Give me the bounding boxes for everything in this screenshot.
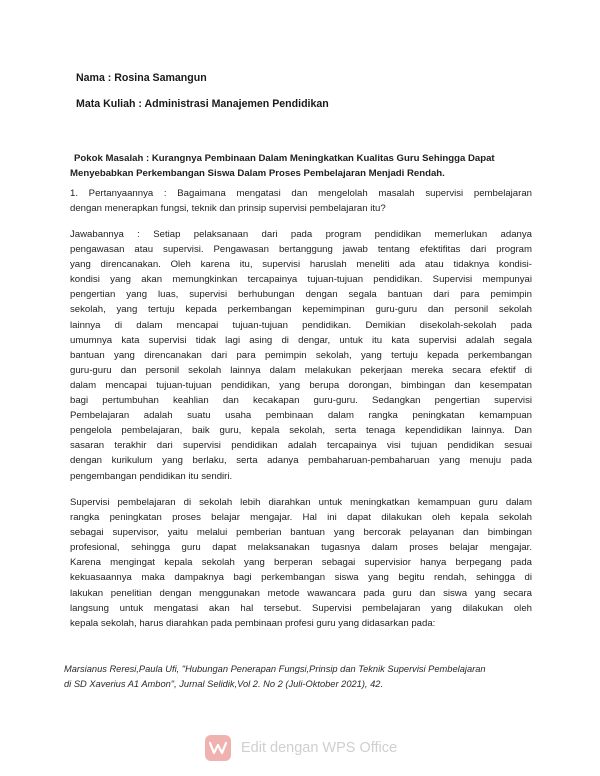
supervisi-line: Supervisi pembelajaran di sekolah lebih diarahkan untuk meningkatkan kemampuan guru dalam bbox=[70, 497, 532, 508]
supervisi-line: lakukan penelitian dengan menggunakan metode wawancara pada guru dan siswa yang secara bbox=[70, 587, 532, 599]
student-name: Nama : Rosina Samangun bbox=[76, 72, 207, 84]
answer-line: guru-guru dan personil sekolah lainnya dalam melakukan pekerjaan mereka secara efektif di bbox=[70, 364, 532, 376]
answer-line: bagi pertumbuhan keahlian dan kecakapan guru-guru. Sedangkan pengertian supervisi bbox=[70, 395, 532, 407]
wps-watermark bbox=[205, 734, 397, 762]
answer-line: lainnya di dalam mencapai tujuan-tujuan pendidikan. Demikian disekolah-sekolah pada bbox=[70, 319, 532, 331]
answer-line: bantuan yang direncanakan dari para pemimpin sekolah, yang tertuju kepada perkembangan bbox=[70, 349, 532, 361]
supervisi-line: sebagai supervisor, yaitu melalui pemberian bantuan yang bercorak pelayanan dan bimbingan bbox=[70, 527, 532, 539]
answer-line: dalam mencapai tujuan-tujuan pendidikan, yang berupa dorongan, bimbingan dan kesempatan bbox=[70, 379, 532, 391]
answer-line: kondisi yang akan memungkinkan tercapainya tujuan-tujuan pendidikan. Supervisi mempunyai bbox=[70, 274, 532, 286]
answer-line: yang direncanakan. Oleh karena itu, supervisi haruslah meneliti ada atau tidaknya kondisi- bbox=[70, 259, 532, 271]
question-line: dengan menerapkan fungsi, teknik dan prinsip supervisi pembelajaran itu? bbox=[70, 203, 386, 215]
supervisi-line: rangka peningkatan proses belajar mengajar. Hal ini dapat dilakukan oleh kepala sekolah bbox=[70, 512, 532, 524]
topic-line: Menyebabkan Perkembangan Siswa Dalam Proses Pembelajaran Menjadi Rendah. bbox=[70, 168, 445, 179]
supervisi-line: kekuasaannya maka dampaknya bagi perkembangan siswa yang begitu rendah, sehingga di bbox=[70, 572, 532, 584]
answer-line: sasaran terakhir dari supervisi pendidikan adalah tercapainya visi tujuan pendidikan sesuai bbox=[70, 440, 532, 452]
answer-line: sekolah, yang tertuju kepada perkembangan kepemimpinan guru-guru dan personil sekolah bbox=[70, 304, 532, 316]
answer-line: pengembangan pendidikan itu sendiri. bbox=[70, 470, 233, 482]
wps-logo-icon bbox=[205, 735, 231, 761]
question-line: 1. Pertanyaannya : Bagaimana mengatasi dan mengelolah masalah supervisi pembelajaran bbox=[70, 188, 532, 199]
answer-line: pengawasan atau supervisi. Pengawasan bertanggung jawab tentang efektifitas dari program bbox=[70, 244, 532, 256]
course-name: Mata Kuliah : Administrasi Manajemen Pendidikan bbox=[76, 98, 329, 110]
supervisi-line: langsung untuk mengatasi akan hal tersebut. Supervisi pembelajaran yang dilakukan oleh bbox=[70, 602, 532, 614]
supervisi-line: kepala sekolah, harus diarahkan pada pembinaan profesi guru yang didasarkan pada: bbox=[70, 617, 436, 629]
answer-line: pengertian yang luas, supervisi berhubungan dengan segala bantuan dari para pemimpin bbox=[70, 289, 532, 301]
answer-line: Pembelajaran adalah suatu usaha pembinaan dalam rangka peningkatan kemampuan bbox=[70, 410, 532, 422]
answer-line: umumnya kata supervisi tidak lagi asing di dengar, untuk itu kata supervisi adalah segala bbox=[70, 334, 532, 346]
answer-line: dengan kurikulum yang berlaku, serta adanya pembaharuan-pembaharuan yang menuju pada bbox=[70, 455, 532, 467]
wps-watermark-text: Edit dengan WPS Office bbox=[241, 740, 398, 756]
supervisi-line: profesional, sehingga guru dapat melaksanakan tugasnya dalam proses belajar mengajar. bbox=[70, 542, 532, 554]
supervisi-line: Karena mengingat kepala sekolah yang berperan sebagai supervisior hanya berpegang pada bbox=[70, 557, 532, 569]
question-paragraph bbox=[70, 186, 532, 216]
answer-line: Jawabannya : Setiap pelaksanaan dari pada program pendidikan memerlukan adanya bbox=[70, 229, 532, 240]
answer-paragraph bbox=[70, 227, 532, 484]
citation-line: di SD Xaverius A1 Ambon", Jurnal Selidik,Vol 2. No 2 (Juli-Oktober 2021), 42. bbox=[64, 679, 384, 689]
topic-statement bbox=[70, 151, 532, 181]
supervisi-paragraph bbox=[70, 495, 532, 631]
citation-line: Marsianus Reresi,Paula Ufi, "Hubungan Penerapan Fungsi,Prinsip dan Teknik Supervisi Pembelajaran bbox=[64, 664, 486, 674]
answer-line: pengelola pembelajaran, baik guru, kepala sekolah, serta tenaga kependidikan lainnya. Dan bbox=[70, 425, 532, 437]
topic-line: Pokok Masalah : Kurangnya Pembinaan Dalam Meningkatkan Kualitas Guru Sehingga Dapat bbox=[74, 153, 495, 164]
citation-footnote bbox=[64, 662, 534, 692]
